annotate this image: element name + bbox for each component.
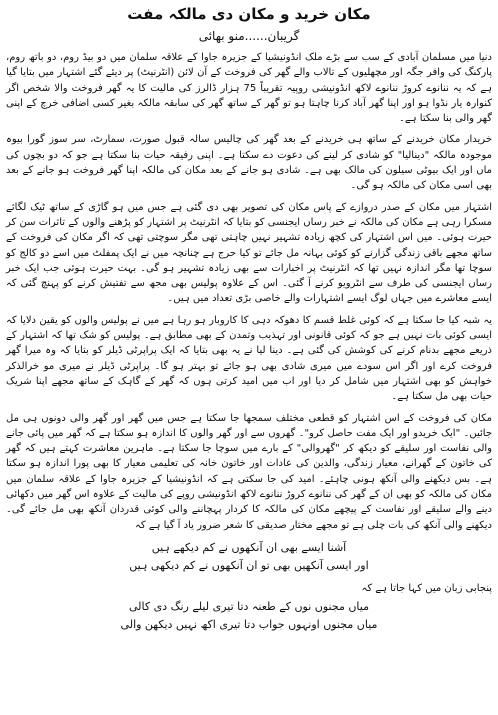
article-byline: گریبان......منو بھائی bbox=[198, 29, 300, 43]
poem-2-line-1: میاں مجنوں نوں کے طعنہ دتا تیری لیلے رنگ دی کالی bbox=[129, 599, 369, 613]
poem-2-line-2: میاں مجنوں اونہوں جواب دتا تیری اکھ نہیں دیکھن والی bbox=[120, 617, 378, 631]
poem-couplet-1 bbox=[46, 539, 452, 575]
paragraph-4: یہ شبہ کیا جا سکتا ہے کہ کوئی غلط قسم کا دھوکہ دہی کا کاروبار ہو رہا ہے میں نے پولیس والوں کو یقین دلایا کہ ایسی کوئی بات نہیں ہے جو کہ کوئی قانونی اور تہذیب وتمدن کے بھی مطابق ہے۔ پولیس کو شک تھا کہ اشتہار کے ذریعے مجھے بدنام کرنے کی کوشش کی گئی ہے۔ دینا لیا نے یہ بھی بتایا کہ ایک پراپرٹی ڈیلر کو بتایا کہ وہ میرا گھر فروخت کرے اور اگر اس سودے میں میری شادی بھی ہو جائے تو بہتر ہو گا۔ پراپرٹی ڈیلر نے میری مو خرالذکر خواہش کو بھی اشتہار میں شامل کر دیا اور اب میں امید کرتی ہوں کہ گھر کے گاہک کے ساتھ مجھے اپنا شریک حیات بھی مل سکتا ہے۔ bbox=[6, 314, 492, 403]
poem-couplet-2 bbox=[66, 598, 432, 634]
paragraph-2: خریدار مکان خریدنے کے ساتھ ہی خریدنے کے بعد گھر کی چالیس سالہ قبول صورت، سمارٹ، سر سوز گورا بیوہ موجودہ مالکہ "دینالیا" کو شادی کر لینے کی دعوت دے سکتا ہے۔ اپنی رفیقہ حیات بنا سکتا ہے جو کہ دو بچوں کی ماں اور ایک بیوٹی سیلون کی مالک بھی ہے۔ شادی ہو جانے کے بعد مکان کی مالکہ اپنا گھر فروخت ہو جانے کے بعد بھی اسی مکان کی مالکہ ہو گی۔ bbox=[6, 134, 492, 192]
poem-1-line-2: اور ایسی آنکھیں بھی تو ان آنکھوں نے کم دیکھی ہیں bbox=[129, 558, 369, 572]
article-body bbox=[6, 50, 492, 533]
poem-2-intro: پنجابی زبان میں کہا جاتا ہے کہ bbox=[361, 582, 492, 594]
poem-1-line-1: آشنا ایسے بھی ان آنکھوں نے کم دیکھے ہیں bbox=[151, 540, 347, 554]
paragraph-1: دنیا میں مسلمان آبادی کے سب سے بڑے ملک انڈونیشیا کے جزیرہ جاوا کے علاقہ سلمان میں دو بیڈ روم، دو باتھ روم، پارکنگ کی وافر جگہ اور مچھلیوں کے تالاب والے گھر کی فروخت کے آن لائن (انٹرنیٹ) پر دیئے گئے اشتہار میں بتایا گیا ہے کہ یہ ننانوے کروڑ ننانوے لاکھ انڈونیشی روپیہ تقریباً 75 ہزار ڈالرز کی مالیت کا یہ گھر فروخت والا شخص اگر کنوارہ یار نڈوا ہو اور اپنا گھر آباد کرنا چاہتا ہو تو گھر کے ساتھ گھر کی سابقہ مالکہ بغیر کسی اضافی خرچ کے اپنی گھر والی بنا سکتا ہے۔ bbox=[6, 52, 492, 125]
paragraph-5: مکان کی فروخت کے اس اشتہار کو قطعی مختلف سمجھا جا سکتا ہے جس میں گھر اور گھر والی دونوں ہی مل جائیں۔ "ایک خریدو اور ایک مفت حاصل کرو"۔ گھروں سے اور گھر والوں کا اندازہ ہو سکتا ہے کہ گھر میں پائی جانے والی نفاست اور سلیقے کو دیکھ کر "گھروالی" کے بارے میں سوچا جا سکتا ہے۔ ماہرین معاشرت کہتے ہیں کہ گھر کی خاتون کے گھرانے، معیار زندگی، والدین کی عادات اور خاتون خانہ کی تعلیمی معیار کا بھی پورا اندازہ ہو سکتا ہے۔ بس دیکھنے والی آنکھ ہونی چاہئے۔ امید کی جا سکتی ہے کہ انڈونیشیا کے جزیرہ جاوا کے علاقہ سلمان میں مکان کی مالکہ کو بھی ان کے گھر کی ننانوے کروڑ ننانوے لاکھ انڈونیشی روپے کی مالیت کے علاوہ اس گھر میں دکھائی دینے والے سلیقے اور نفاست کے پیچھے مکان کی مالکہ کا کردار پہچاننے والی کوئی قدردان آنکھ بھی مل جائے گی۔ دیکھنے والی آنکھ کی بات چلی ہے تو مجھے مختار صدیقی کا شعر ضرور یاد آ گیا ہے کہ bbox=[6, 412, 492, 531]
article-title: مکان خرید و مکان دی مالکہ مفت bbox=[127, 5, 371, 23]
paragraph-3: اشتہار میں مکان کے صدر دروازے کے پاس مکان کی تصویر بھی دی گئی ہے جس میں ہو گاڑی کے ساتھ ٹیک لگائے مسکرا رہی ہے مکان کی مالکہ نے خبر رساں ایجنسی کو بتایا کہ انٹرنیٹ پر اشتہار کو پڑھنے والوں کے تاثرات سن کر حیرت ہوئی۔ میں اس اشتہار کی کچھ زیادہ تشہیر نہیں چاہتی تھی مگر سوچتی تھی کہ اگر مکان کی فروخت کے ساتھ مجھے باقی زندگی گزارنے کو کوئی بہانہ مل جائے تو کیا حرج ہے چنانچہ میں نے ایک پمفلٹ میں اسے دو کالج کو سوچا تھا مگر اندازہ نہیں تھا کہ انٹرنیٹ پر اخبارات سے بھی زیادہ تشہیر ہو گی۔ بہت حیرت ہوئی جب ایک خبر رساں ایجنسی کی طرف سے انٹرویو کرنے آ گئی۔ اس کے علاوہ پولیس بھی مجھ سے تفتیش کرنے کو پہنچ گئی کہ ایسے معاشرے میں جہاں لوگ ایسے اشتہارات والے خاصی بڑی تعداد میں ہیں۔ bbox=[6, 201, 492, 305]
